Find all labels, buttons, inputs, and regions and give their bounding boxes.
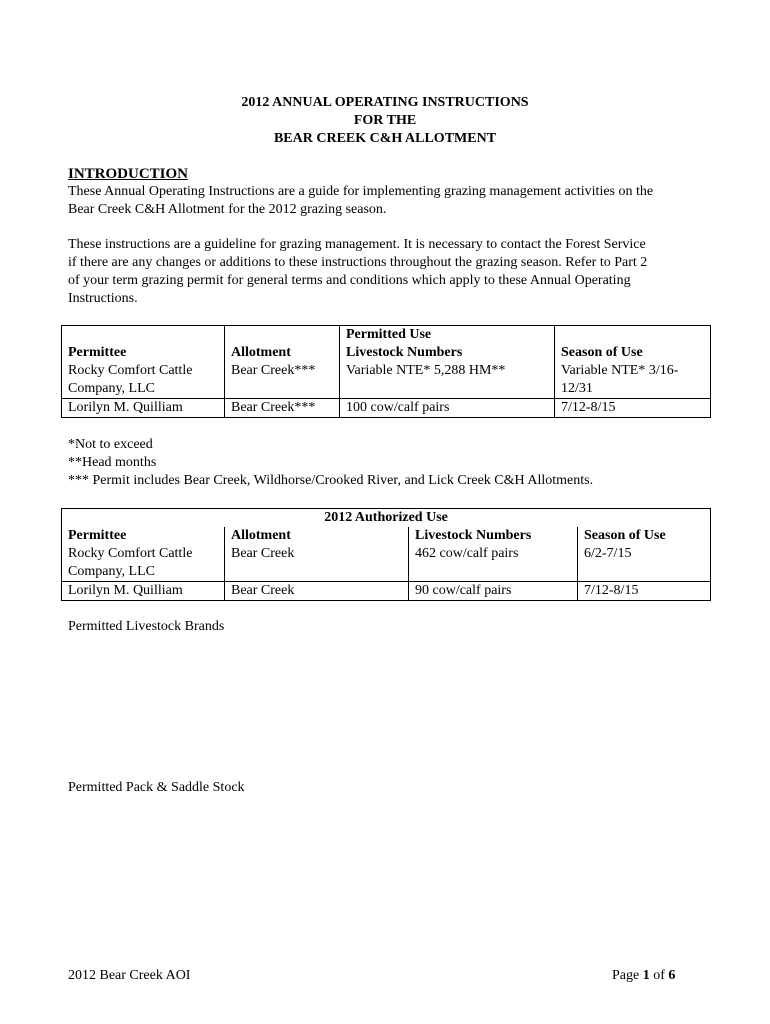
brands-section-heading: Permitted Livestock Brands bbox=[68, 619, 225, 634]
intro-p2-line: if there are any changes or additions to these instructions throughout the grazing season. Refer to Part 2 bbox=[68, 255, 648, 270]
cell-season: 7/12-8/15 bbox=[578, 582, 711, 601]
footer-document-name: 2012 Bear Creek AOI bbox=[68, 968, 191, 983]
cell-text: Company, LLC bbox=[68, 381, 155, 396]
cell-text: 12/31 bbox=[561, 381, 593, 396]
cell-text: Rocky Comfort Cattle bbox=[68, 546, 193, 561]
page-current: 1 bbox=[642, 968, 650, 983]
footnote: **Head months bbox=[68, 455, 157, 470]
table-header-row bbox=[62, 326, 711, 363]
intro-p1-line: These Annual Operating Instructions are a guide for implementing grazing management activities on the bbox=[68, 184, 654, 199]
cell-season bbox=[555, 362, 711, 399]
cell-allotment: Bear Creek bbox=[225, 582, 409, 601]
cell-permittee: Lorilyn M. Quilliam bbox=[62, 399, 225, 418]
cell-permittee bbox=[62, 545, 225, 582]
page-of: of bbox=[649, 968, 669, 983]
cell-allotment: Bear Creek*** bbox=[225, 362, 340, 399]
footnotes bbox=[68, 436, 593, 490]
group-header: 2012 Authorized Use bbox=[62, 509, 711, 528]
col-header-allotment: Allotment bbox=[225, 326, 340, 363]
introduction-heading: INTRODUCTION bbox=[68, 166, 189, 182]
permitted-use-table bbox=[61, 325, 711, 418]
intro-p1-line: Bear Creek C&H Allotment for the 2012 grazing season. bbox=[68, 202, 387, 217]
intro-p2-line: Instructions. bbox=[68, 291, 138, 306]
col-header-allotment: Allotment bbox=[225, 527, 409, 545]
cell-permittee: Lorilyn M. Quilliam bbox=[62, 582, 225, 601]
table-row bbox=[62, 545, 711, 582]
cell-livestock: 462 cow/calf pairs bbox=[409, 545, 578, 582]
cell-allotment: Bear Creek*** bbox=[225, 399, 340, 418]
cell-season: 7/12-8/15 bbox=[555, 399, 711, 418]
col-header-season: Season of Use bbox=[578, 527, 711, 545]
table-row bbox=[62, 362, 711, 399]
intro-paragraph-2 bbox=[68, 236, 708, 308]
footer-page-number bbox=[612, 967, 675, 985]
col-header-permittee: Permittee bbox=[62, 527, 225, 545]
col-header-livestock bbox=[340, 326, 555, 363]
intro-p2-line: These instructions are a guideline for grazing management. It is necessary to contact the Forest Service bbox=[68, 237, 646, 252]
cell-permittee bbox=[62, 362, 225, 399]
cell-text: Rocky Comfort Cattle bbox=[68, 363, 193, 378]
cell-text: Company, LLC bbox=[68, 564, 155, 579]
page-total: 6 bbox=[668, 968, 676, 983]
cell-livestock: 90 cow/calf pairs bbox=[409, 582, 578, 601]
cell-text: Variable NTE* 3/16- bbox=[561, 363, 679, 378]
group-header: Permitted Use bbox=[346, 327, 432, 342]
cell-livestock: 100 cow/calf pairs bbox=[340, 399, 555, 418]
table-header-row bbox=[62, 527, 711, 545]
cell-season: 6/2-7/15 bbox=[578, 545, 711, 582]
col-header-livestock: Livestock Numbers bbox=[409, 527, 578, 545]
col-header-livestock-label: Livestock Numbers bbox=[346, 345, 463, 360]
intro-p2-line: of your term grazing permit for general terms and conditions which apply to these Annual Operating bbox=[68, 273, 631, 288]
table-row bbox=[62, 582, 711, 601]
cell-livestock: Variable NTE* 5,288 HM** bbox=[340, 362, 555, 399]
document-title-line1: 2012 ANNUAL OPERATING INSTRUCTIONS bbox=[241, 95, 529, 110]
document-title-line2: FOR THE bbox=[353, 113, 417, 128]
page-prefix: Page bbox=[612, 968, 643, 983]
footnote: *Not to exceed bbox=[68, 437, 153, 452]
authorized-use-table bbox=[61, 508, 711, 601]
col-header-permittee: Permittee bbox=[62, 326, 225, 363]
cell-allotment: Bear Creek bbox=[225, 545, 409, 582]
table-group-header-row bbox=[62, 509, 711, 528]
document-title-line3: BEAR CREEK C&H ALLOTMENT bbox=[273, 131, 497, 146]
table-row bbox=[62, 399, 711, 418]
footnote: *** Permit includes Bear Creek, Wildhorse/Crooked River, and Lick Creek C&H Allotments. bbox=[68, 473, 594, 488]
col-header-season: Season of Use bbox=[555, 326, 711, 363]
pack-saddle-section-heading: Permitted Pack & Saddle Stock bbox=[68, 780, 245, 795]
intro-paragraph-1 bbox=[68, 183, 708, 219]
